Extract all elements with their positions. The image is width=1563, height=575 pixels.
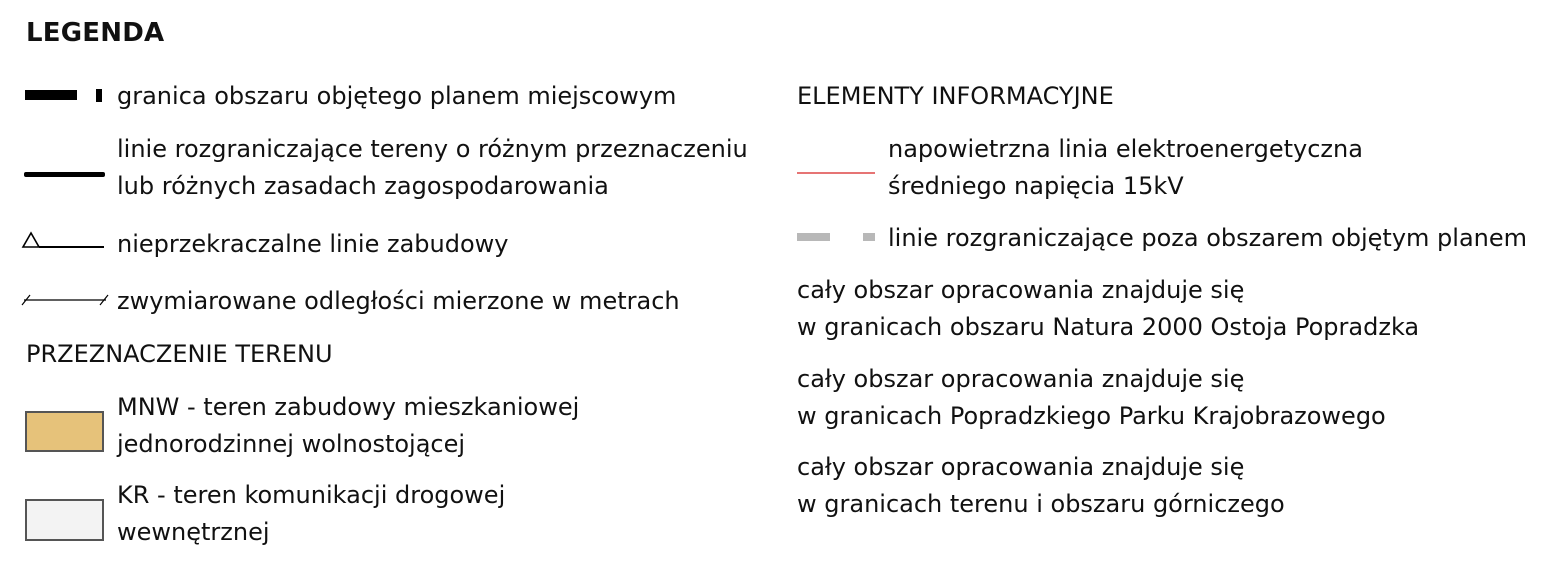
legend-item-boundary-lines: linie rozgraniczające tereny o różnym przeznaczeniu lub różnych zasadach zagospodarowania [117,135,748,200]
note-mining-area: cały obszar opracowania znajduje się w granicach terenu i obszaru górniczego [797,453,1285,518]
legend-item-plan-boundary: granica obszaru objętego planem miejscowym [117,82,677,110]
building-line-triangle-icon [20,230,110,252]
kr-swatch [25,499,104,541]
note-landscape-park: cały obszar opracowania znajduje się w granicach Popradzkiego Parku Krajobrazowego [797,365,1386,430]
legend-item-power-line: napowietrzna linia elektroenergetyczna średniego napięcia 15kV [888,135,1363,200]
legend-item-kr: KR - teren komunikacji drogowej wewnętrznej [117,481,506,546]
legend-item-mnw: MNW - teren zabudowy mieszkaniowej jednorodzinnej wolnostojącej [117,393,580,458]
note-natura-2000: cały obszar opracowania znajduje się w granicach obszaru Natura 2000 Ostoja Popradzka [797,276,1420,341]
legend-item-building-lines: nieprzekraczalne linie zabudowy [117,230,509,258]
plan-boundary-line-icon [24,88,108,104]
outside-boundary-line-icon [796,232,878,244]
power-line-icon [797,170,877,176]
dimension-line-icon [20,290,110,310]
solid-boundary-line-icon [24,170,108,180]
land-use-heading: PRZEZNACZENIE TERENU [26,340,333,368]
legend-item-outside-lines: linie rozgraniczające poza obszarem objętym planem [888,224,1528,252]
info-heading: ELEMENTY INFORMACYJNE [797,82,1114,110]
mnw-swatch [25,411,104,452]
legend-title: LEGENDA [26,18,165,48]
legend-item-dimensions: zwymiarowane odległości mierzone w metrach [117,287,680,315]
